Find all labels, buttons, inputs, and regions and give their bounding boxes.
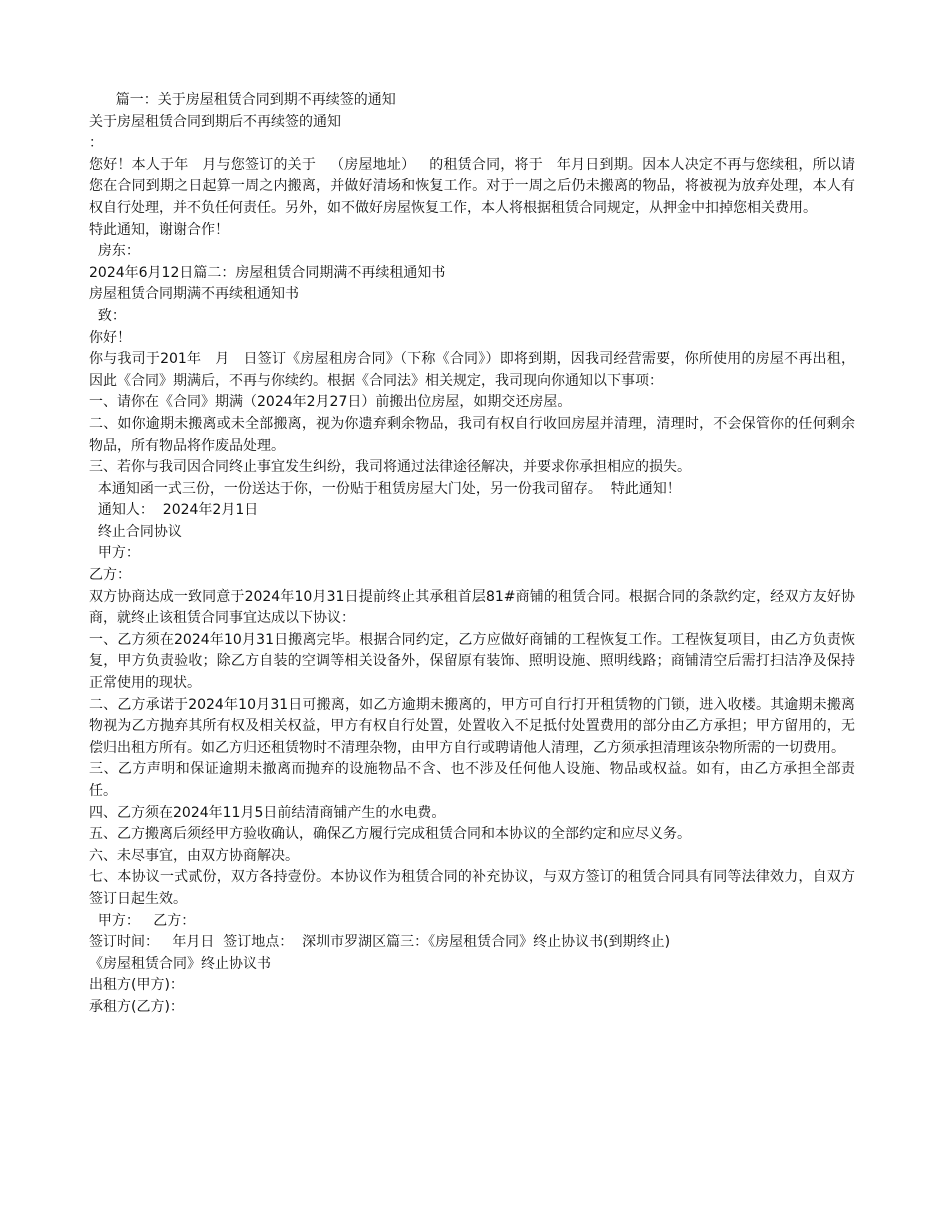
date-heading-line: 2024年6月12日篇二：房屋租赁合同期满不再续租通知书 <box>89 264 446 281</box>
addressee-line: ： <box>89 135 103 152</box>
greeting-line: 你好！ <box>89 329 131 346</box>
clause: 三、乙方声明和保证逾期未撤离而抛弃的设施物品不含、也不涉及任何他人设施、物品或权益。如有，由乙方承担全部责任。 <box>89 761 855 799</box>
addressee-line: 致： <box>89 307 126 324</box>
party-line: 甲方： 乙方： <box>89 912 196 929</box>
paragraph: 您好！本人于年 月与您签订的关于 （房屋地址） 的租赁合同，将于 年月日到期。因本人决定不再与您续租，所以请您在合同到期之日起算一周之内搬离，并做好清场和恢复工作。对于一周之后仍未搬离的物品，将被视为放弃处理，本人有权自行处理，并不负任何责任。另外，如不做好房屋恢复工作，本人将根据租赁合同规定，从押金中扣掉您相关费用。 <box>89 156 855 216</box>
clause: 六、未尽事宜，由双方协商解决。 <box>89 847 299 864</box>
party-line: 甲方： <box>89 545 140 562</box>
clause: 一、乙方须在2024年10月31日搬离完毕。根据合同约定，乙方应做好商铺的工程恢复工作。工程恢复项目，由乙方负责恢复，甲方负责验收；除乙方自装的空调等相关设备外，保留原有装饰、照明设施、照明线路；商铺清空后需打扫洁净及保持正常使用的现状。 <box>89 631 855 692</box>
signature-line: 通知人： 2024年2月1日 <box>89 502 259 519</box>
paragraph: 双方协商达成一致同意于2024年10月31日提前终止其承租首层81#商铺的租赁合同。根据合同的条款约定，经双方友好协商，就终止该租赁合同事宜达成以下协议： <box>89 588 855 627</box>
agreement-title: 《房屋租赁合同》终止协议书 <box>89 955 271 972</box>
clause: 三、若你与我司因合同终止事宜发生纠纷，我司将通过法律途径解决，并要求你承担相应的损失。 <box>89 459 691 476</box>
party-line: 承租方(乙方)： <box>89 998 184 1015</box>
clause: 五、乙方搬离后须经甲方验收确认，确保乙方履行完成租赁合同和本协议的全部约定和应尽义务。 <box>89 826 691 843</box>
notice-title: 关于房屋租赁合同到期后不再续签的通知 <box>89 113 341 130</box>
notice-title: 房屋租赁合同期满不再续租通知书 <box>89 286 299 303</box>
party-line: 出租方(甲方)： <box>89 977 184 994</box>
party-line: 乙方： <box>89 567 131 584</box>
signature-line: 房东： <box>89 243 140 260</box>
clause: 二、乙方承诺于2024年10月31日可搬离，如乙方逾期未搬离的，甲方可自行打开租赁物的门锁，进入收楼。其逾期未搬离物视为乙方抛弃其所有权及相关权益，甲方有权自行处置，处置收入不足抵付处置费用的部分由乙方承担；甲方留用的，无偿归出租方所有。如乙方归还租赁物时不清理杂物，由甲方自行或聘请他人清理，乙方须承担清理该杂物所需的一切费用。 <box>89 696 855 756</box>
clause: 七、本协议一式贰份，双方各持壹份。本协议作为租赁合同的补充协议，与双方签订的租赁合同具有同等法律效力，自双方签订日起生效。 <box>89 869 855 907</box>
clause: 四、乙方须在2024年11月5日前结清商铺产生的水电费。 <box>89 804 446 821</box>
document-body <box>89 90 855 1019</box>
clause: 二、如你逾期未搬离或未全部搬离，视为你遗弃剩余物品，我司有权自行收回房屋并清理，清理时，不会保管你的任何剩余物品，所有物品将作废品处理。 <box>89 415 855 454</box>
closing-line: 特此通知，谢谢合作！ <box>89 221 229 238</box>
agreement-title: 终止合同协议 <box>89 523 182 540</box>
clause: 一、请你在《合同》期满（2024年2月27日）前搬出位房屋，如期交还房屋。 <box>89 394 572 411</box>
paragraph: 你与我司于201年 月 日签订《房屋租房合同》（下称《合同》）即将到期，因我司经营需要，你所使用的房屋不再出租，因此《合同》期满后，不再与你续约。根据《合同法》相关规定，我司现向你通知以下事项： <box>89 351 855 389</box>
signing-info-line: 签订时间： 年月日 签订地点： 深圳市罗湖区篇三：《房屋租赁合同》终止协议书(到期终止) <box>89 934 671 951</box>
section-heading: 篇一：关于房屋租赁合同到期不再续签的通知 <box>89 92 396 108</box>
paragraph: 本通知函一式三份，一份送达于你，一份贴于租赁房屋大门处，另一份我司留存。 特此通知！ <box>89 480 681 497</box>
